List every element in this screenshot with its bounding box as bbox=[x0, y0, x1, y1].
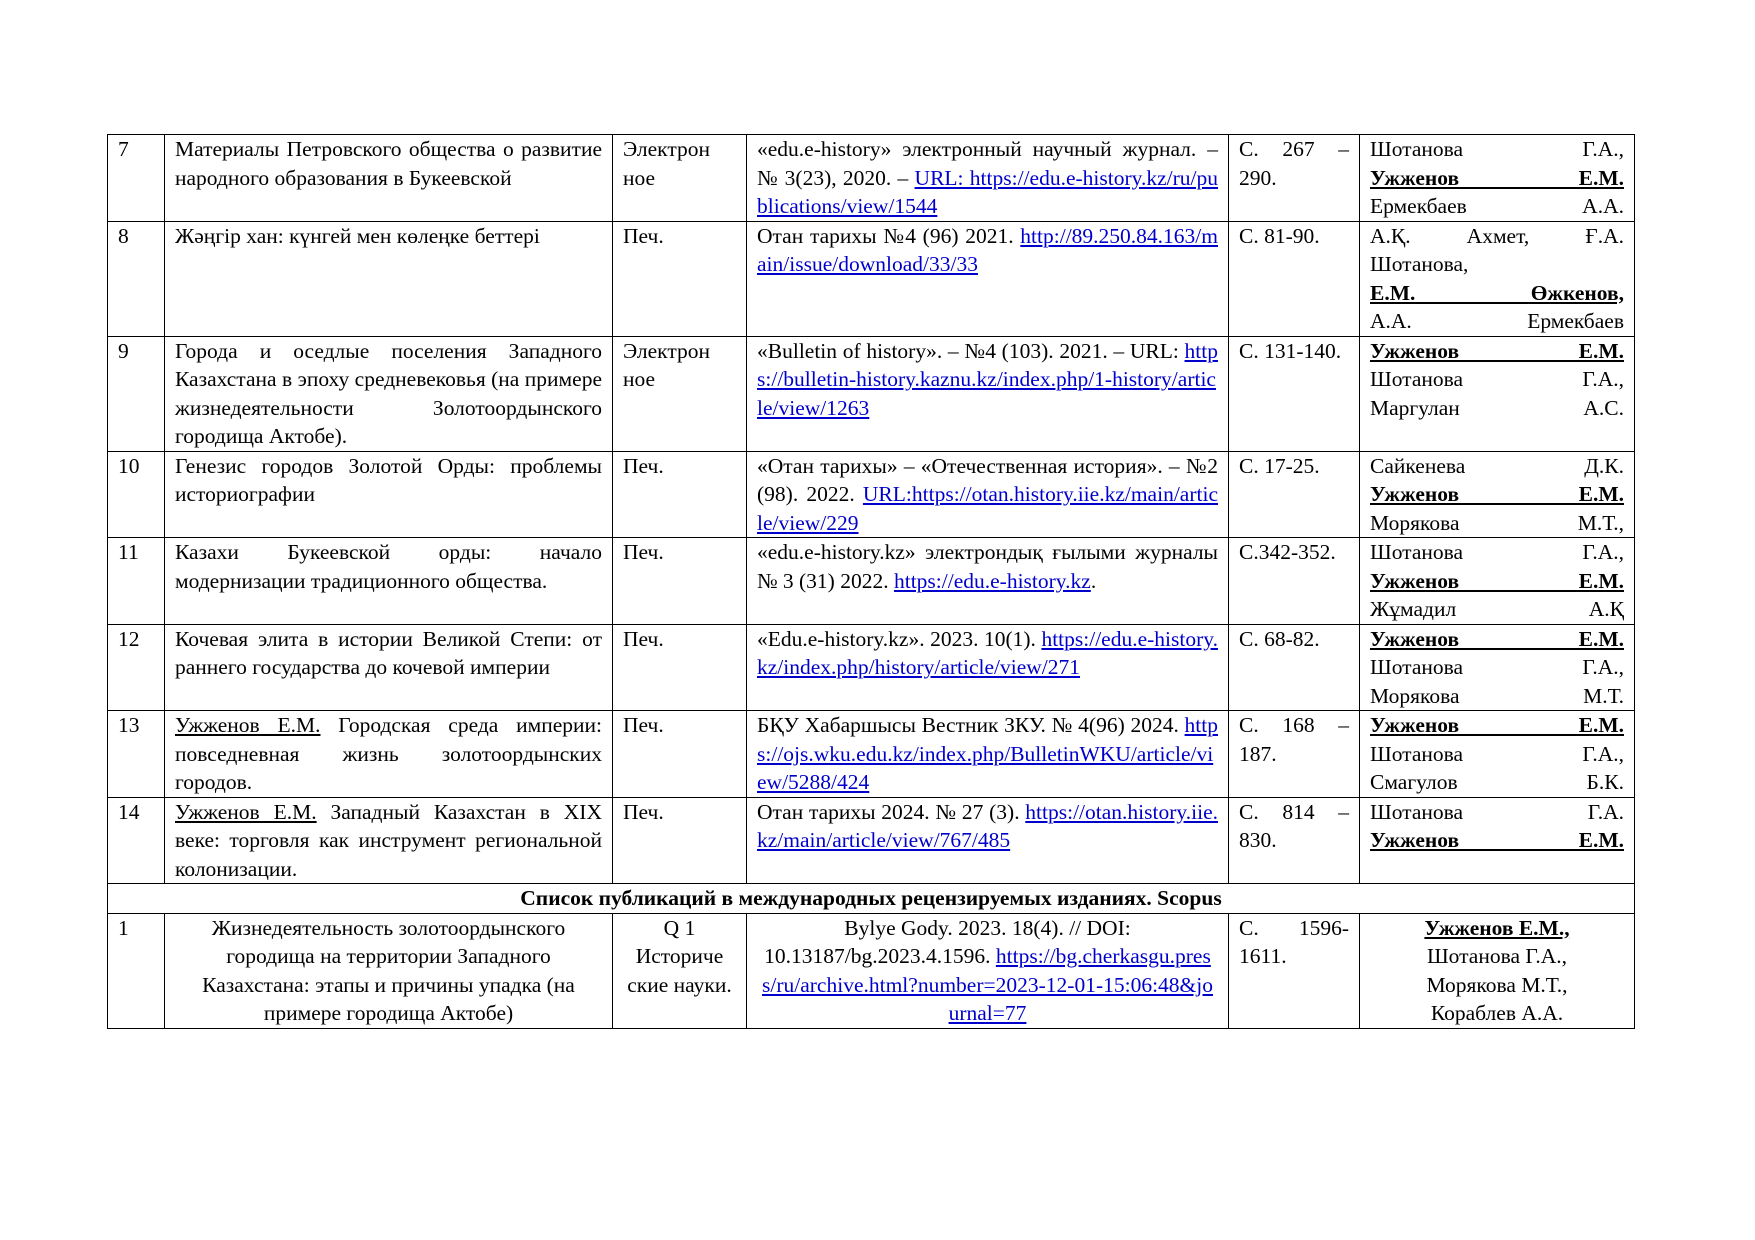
source-text: «Edu.e-history.kz». 2023. 10(1). bbox=[757, 626, 1042, 651]
publication-type: Печ. bbox=[613, 538, 747, 625]
publication-pages: С. 131-140. bbox=[1229, 336, 1360, 451]
publication-type: Печ. bbox=[613, 451, 747, 538]
table-row bbox=[108, 797, 1635, 884]
table-row bbox=[108, 135, 1635, 222]
publication-source bbox=[747, 797, 1229, 884]
source-link[interactable]: https://otan.history.iie.kz/main/article/view/767/485 bbox=[757, 799, 1218, 852]
title-text: Материалы Петровского общества о развитие народного образования в Букеевской bbox=[175, 137, 602, 190]
author-name: Ужженов Е.М. bbox=[1370, 568, 1624, 593]
publication-pages: С. 81-90. bbox=[1229, 221, 1360, 336]
publication-pages: С.342-352. bbox=[1229, 538, 1360, 625]
author-name: А.А. Ермекбаев bbox=[1370, 309, 1624, 333]
title-text: Кочевая элита в истории Великой Степи: от раннего государства до кочевой империи bbox=[175, 626, 602, 679]
publication-authors bbox=[1360, 624, 1635, 711]
author-name: Ужженов Е.М. bbox=[1370, 828, 1624, 852]
table-row bbox=[108, 711, 1635, 798]
author-name: Морякова М.Т., bbox=[1370, 510, 1624, 535]
author-name: А.Қ. Ахмет, Ғ.А. Шотанова, bbox=[1370, 223, 1624, 276]
source-link[interactable]: https://edu.e-history.kz bbox=[893, 568, 1091, 593]
source-text: «edu.e-history» электронный научный журнал. – № 3(23), 2020. – bbox=[757, 137, 1218, 190]
source-link[interactable]: URL:https://otan.history.iie.kz/main/article/view/229 bbox=[757, 482, 1218, 535]
title-text: Жизнедеятельность золотоордынского городища на территории Западного Казахстана: этапы и причины упадка (на примере городища Актобе) bbox=[202, 915, 575, 1025]
source-link[interactable]: http://89.250.84.163/main/issue/download/33/33 bbox=[757, 223, 1218, 276]
source-suffix: . bbox=[1090, 568, 1097, 593]
publication-title bbox=[165, 624, 613, 711]
row-number: 9 bbox=[108, 336, 165, 451]
author-name: Ужженов Е.М. bbox=[1370, 482, 1624, 506]
publication-title bbox=[165, 336, 613, 451]
publication-title bbox=[165, 797, 613, 884]
publication-source bbox=[747, 451, 1229, 538]
author-name: Ужженов Е.М. bbox=[1370, 338, 1624, 363]
publication-pages: С. 814 – 830. bbox=[1229, 797, 1360, 884]
row-number: 11 bbox=[108, 538, 165, 625]
publication-source bbox=[747, 624, 1229, 711]
publication-title bbox=[165, 711, 613, 798]
author-name: Шотанова Г.А. bbox=[1370, 799, 1624, 824]
publication-authors bbox=[1360, 451, 1635, 538]
publication-type: Печ. bbox=[613, 711, 747, 798]
publication-source bbox=[747, 538, 1229, 625]
source-text: Bylye Gody. 2023. 18(4). // DOI: 10.13187/bg.2023.4.1596. bbox=[764, 915, 1131, 968]
row-number: 1 bbox=[108, 913, 165, 1028]
publication-source bbox=[747, 221, 1229, 336]
author-name: Ужженов Е.М., bbox=[1424, 915, 1570, 940]
source-text: «Bulletin of history». – №4 (103). 2021. – URL: bbox=[757, 338, 1185, 363]
source-link[interactable]: https://bg.cherkasgu.press/ru/archive.html?number=2023-12-01-15:06:48&journal=77 bbox=[762, 944, 1213, 1025]
publication-type: Электрон ное bbox=[613, 135, 747, 222]
source-link[interactable]: https://ojs.wku.edu.kz/index.php/BulletinWKU/article/view/5288/424 bbox=[757, 713, 1218, 794]
title-text: Казахи Букеевской орды: начало модернизации традиционного общества. bbox=[175, 540, 602, 593]
publications-table-body bbox=[108, 135, 1635, 1029]
publication-source bbox=[747, 711, 1229, 798]
source-text: Отан тарихы №4 (96) 2021. bbox=[757, 223, 1021, 248]
publication-pages: С. 17-25. bbox=[1229, 451, 1360, 538]
author-name: Кораблев А.А. bbox=[1430, 1001, 1564, 1025]
author-name: Морякова М.Т., bbox=[1426, 972, 1568, 997]
author-name: Морякова М.Т. bbox=[1370, 683, 1624, 708]
publication-title bbox=[165, 913, 613, 1028]
author-name: Ужженов Е.М. bbox=[1370, 165, 1624, 190]
source-link[interactable]: URL: https://edu.e-history.kz/ru/publications/view/1544 bbox=[757, 165, 1218, 218]
table-row bbox=[108, 451, 1635, 538]
publication-source bbox=[747, 913, 1229, 1028]
publication-title bbox=[165, 221, 613, 336]
publication-type: Печ. bbox=[613, 624, 747, 711]
publication-pages: С. 267 – 290. bbox=[1229, 135, 1360, 222]
publication-title bbox=[165, 451, 613, 538]
table-row bbox=[108, 624, 1635, 711]
author-name: Шотанова Г.А., bbox=[1370, 137, 1624, 161]
row-number: 12 bbox=[108, 624, 165, 711]
source-text: Отан тарихы 2024. № 27 (3). bbox=[757, 799, 1026, 824]
author-name: Жұмадил А.Қ bbox=[1370, 597, 1624, 621]
publication-type: Печ. bbox=[613, 797, 747, 884]
publication-title bbox=[165, 538, 613, 625]
title-text: Жәңгір хан: күнгей мен көлеңке беттері bbox=[175, 223, 540, 248]
publication-authors bbox=[1360, 221, 1635, 336]
publication-authors bbox=[1360, 711, 1635, 798]
publication-pages: С. 1596-1611. bbox=[1229, 913, 1360, 1028]
author-name: Е.М. Өжкенов, bbox=[1370, 280, 1624, 305]
author-name: Шотанова Г.А., bbox=[1426, 944, 1568, 968]
publication-type: Электрон ное bbox=[613, 336, 747, 451]
source-link[interactable]: https://bulletin-history.kaznu.kz/index.php/1-history/article/view/1263 bbox=[757, 338, 1218, 420]
publication-authors bbox=[1360, 797, 1635, 884]
title-text: Городская среда империи: повседневная жизнь золотоордынских городов. bbox=[175, 713, 602, 794]
title-author: Ужженов Е.М. bbox=[175, 799, 317, 824]
publication-pages: С. 68-82. bbox=[1229, 624, 1360, 711]
table-row bbox=[108, 913, 1635, 1028]
row-number: 7 bbox=[108, 135, 165, 222]
author-name: Маргулан А.С. bbox=[1370, 395, 1624, 420]
publication-source bbox=[747, 135, 1229, 222]
author-name: Ужженов Е.М. bbox=[1370, 626, 1624, 651]
title-text: Города и оседлые поселения Западного Казахстана в эпоху средневековья (на примере жизнедеятельности Золотоордынского городища Актобе). bbox=[175, 338, 602, 448]
author-name: Шотанова Г.А., bbox=[1370, 367, 1624, 391]
source-text: «edu.e-history.kz» электрондық ғылыми журналы № 3 (31) 2022. bbox=[757, 540, 1218, 593]
row-number: 8 bbox=[108, 221, 165, 336]
author-name: Шотанова Г.А., bbox=[1370, 655, 1624, 679]
publication-authors bbox=[1360, 336, 1635, 451]
publications-table bbox=[107, 134, 1635, 1029]
author-name: Шотанова Г.А., bbox=[1370, 741, 1624, 766]
author-name: Сайкенева Д.К. bbox=[1370, 453, 1624, 478]
source-text: «Отан тарихы» – «Отечественная история». – №2 (98). 2022. bbox=[757, 453, 1218, 506]
table-row bbox=[108, 336, 1635, 451]
row-number: 13 bbox=[108, 711, 165, 798]
publication-type: Q 1 Историче ские науки. bbox=[613, 913, 747, 1028]
publication-authors bbox=[1360, 913, 1635, 1028]
author-name: Ермекбаев А.А. bbox=[1370, 194, 1624, 218]
source-link[interactable]: https://edu.e-history.kz/index.php/history/article/view/271 bbox=[757, 626, 1218, 679]
title-author: Ужженов Е.М. bbox=[175, 713, 321, 737]
publication-source bbox=[747, 336, 1229, 451]
publication-authors bbox=[1360, 135, 1635, 222]
row-number: 10 bbox=[108, 451, 165, 538]
title-text: Западный Казахстан в XIX веке: торговля как инструмент региональной колонизации. bbox=[175, 799, 602, 881]
publication-pages: С. 168 – 187. bbox=[1229, 711, 1360, 798]
section-heading: Список публикаций в международных рецензируемых изданиях. Scopus bbox=[108, 884, 1635, 914]
author-name: Смагулов Б.К. bbox=[1370, 770, 1624, 794]
publication-type: Печ. bbox=[613, 221, 747, 336]
publication-title bbox=[165, 135, 613, 222]
publication-authors bbox=[1360, 538, 1635, 625]
row-number: 14 bbox=[108, 797, 165, 884]
table-row bbox=[108, 538, 1635, 625]
author-name: Шотанова Г.А., bbox=[1370, 540, 1624, 564]
author-name: Ужженов Е.М. bbox=[1370, 713, 1624, 737]
title-text: Генезис городов Золотой Орды: проблемы историографии bbox=[175, 453, 602, 506]
source-text: БҚУ Хабаршысы Вестник ЗКУ. № 4(96) 2024. bbox=[757, 713, 1185, 737]
section-heading-row bbox=[108, 884, 1635, 914]
table-row bbox=[108, 221, 1635, 336]
